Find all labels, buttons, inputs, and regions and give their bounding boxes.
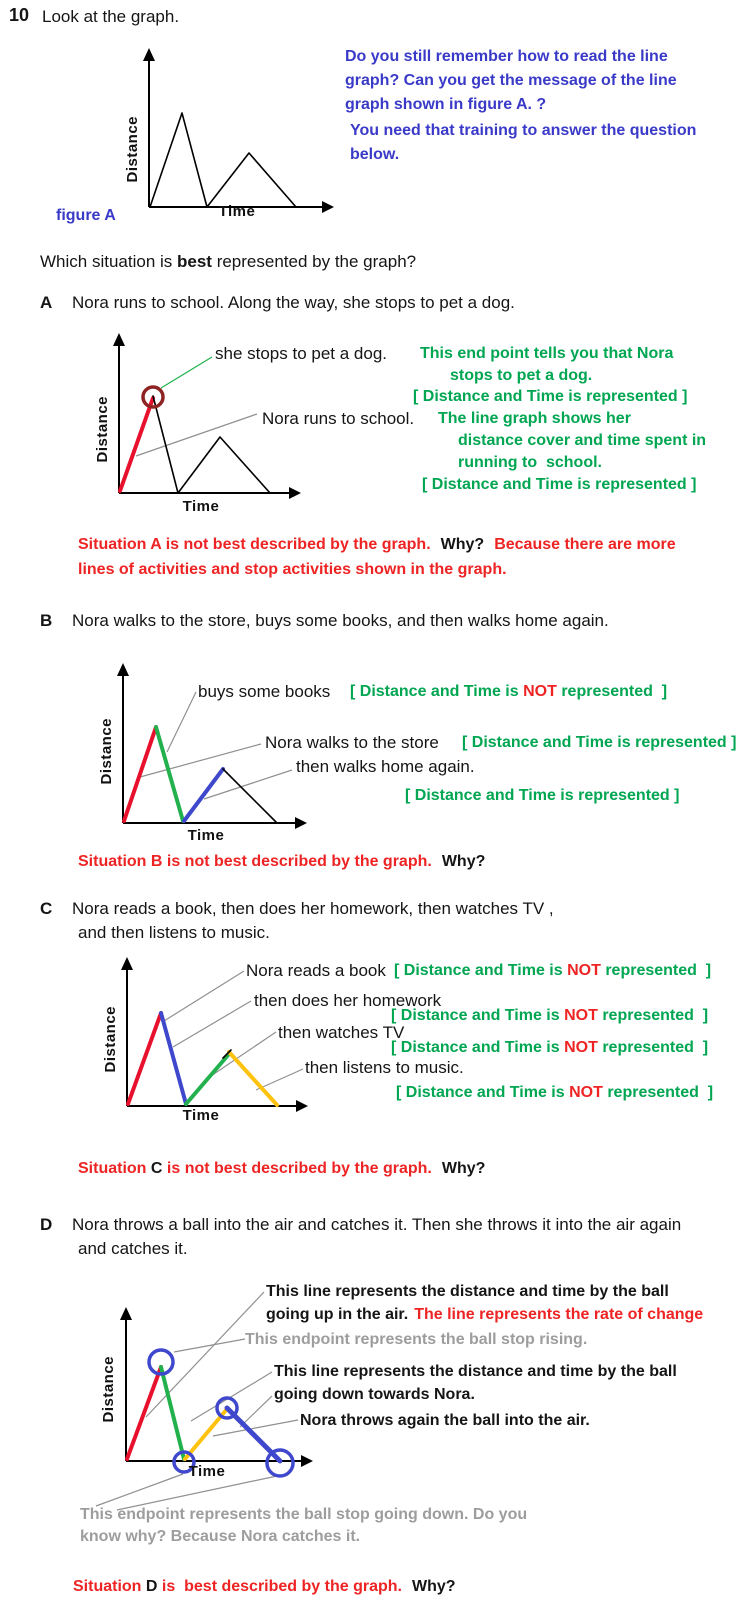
question-post: represented by the graph?: [211, 252, 417, 271]
annotation-run-bracket: [ Distance and Time is represented ]: [422, 476, 697, 493]
annotation-music-bracket: [396, 1084, 713, 1102]
intro-note-line4: You need that training to answer the question: [350, 122, 697, 139]
main-question: [40, 253, 416, 272]
option-b-letter: B: [40, 611, 53, 630]
annotation-music-label: then listens to music.: [305, 1058, 464, 1077]
option-d-statement-2: and catches it.: [78, 1239, 188, 1258]
summary-d-red2: is best described by the graph.: [157, 1578, 402, 1595]
graph-d-xlabel: Time: [188, 1463, 226, 1480]
annotation-stop-note1: This end point tells you that Nora: [420, 345, 674, 362]
intro-note-line2: graph? Can you get the message of the line: [345, 72, 677, 89]
annotation-homework-label: then does her homework: [254, 991, 442, 1010]
annotation-up-line2: [266, 1306, 703, 1324]
summary-d-why: Why?: [411, 1578, 456, 1595]
option-a-letter: A: [40, 293, 53, 312]
summary-c-why: Why?: [441, 1160, 486, 1177]
annotation-stop-bracket: [ Distance and Time is represented ]: [413, 388, 688, 405]
figure-a-ylabel: Distance: [123, 115, 141, 183]
annotation-store-bracket: [ Distance and Time is represented ]: [462, 734, 737, 751]
annotation-store-label: Nora walks to the store: [265, 733, 439, 752]
summary-b-red: Situation B is not best described by the graph.: [78, 853, 432, 870]
option-c-letter: C: [40, 899, 53, 918]
annotation-stop-label: she stops to pet a dog.: [215, 344, 388, 363]
bracket-post: represented ]: [597, 1039, 709, 1056]
option-c-statement-1: Nora reads a book, then does her homework, then watches TV ,: [72, 899, 554, 918]
graph-a-ylabel: Distance: [93, 395, 111, 463]
option-d-letter: D: [40, 1215, 53, 1234]
bracket-not: NOT: [523, 683, 557, 700]
annotation-down-line1: This line represents the distance and time by the ball: [274, 1363, 677, 1380]
bracket-pre: [ Distance and Time is: [396, 1084, 570, 1101]
annotation-endpoint-down-2: know why? Because Nora catches it.: [80, 1528, 361, 1545]
bracket-not: NOT: [564, 1039, 598, 1056]
annotation-endpoint-down-1: This endpoint represents the ball stop going down. Do you: [80, 1506, 528, 1523]
summary-b-line: [78, 853, 485, 871]
summary-d-line: [73, 1578, 456, 1596]
annotation-tv-label: then watches TV: [278, 1023, 405, 1042]
annotation-again-label: Nora throws again the ball into the air.: [300, 1412, 590, 1429]
bracket-pre: [ Distance and Time is: [350, 683, 524, 700]
annotation-run-note2: distance cover and time spent in: [458, 432, 707, 449]
intro-note-line5: below.: [350, 146, 400, 163]
graph-d-ylabel: Distance: [99, 1355, 117, 1423]
annotation-run-note3: running to school.: [458, 454, 602, 471]
graph-b-ylabel: Distance: [97, 717, 115, 785]
bracket-post: represented ]: [597, 1007, 709, 1024]
graph-b-xlabel: Time: [187, 827, 225, 844]
annotation-endpoint-rise: This endpoint represents the ball stop rising.: [245, 1331, 588, 1348]
annotation-run-label: Nora runs to school.: [262, 409, 415, 428]
bracket-not: NOT: [564, 1007, 598, 1024]
annotation-read-bracket: [394, 962, 711, 980]
summary-c-red1: Situation: [78, 1160, 151, 1177]
question-pre: Which situation is: [40, 252, 177, 271]
bracket-post: represented ]: [602, 1084, 714, 1101]
option-c-statement-2: and then listens to music.: [78, 923, 270, 942]
bracket-not: NOT: [569, 1084, 603, 1101]
annotation-stop-note2: stops to pet a dog.: [450, 367, 593, 384]
annotation-down-line2: going down towards Nora.: [274, 1386, 475, 1403]
graph-c-ylabel: Distance: [101, 1005, 119, 1073]
annotation-tv-bracket: [391, 1039, 708, 1057]
summary-d-letter: D: [145, 1578, 158, 1595]
annotation-home-bracket: [ Distance and Time is represented ]: [405, 787, 680, 804]
summary-c-letter: C: [150, 1160, 163, 1177]
option-d-statement-1: Nora throws a ball into the air and catches it. Then she throws it into the air again: [72, 1215, 682, 1234]
summary-b-why: Why?: [441, 853, 486, 870]
annotation-up-text: going up in the air.: [266, 1306, 409, 1323]
figure-a-xlabel: Time: [218, 203, 256, 220]
summary-a-red2: Because there are more: [494, 536, 676, 553]
option-a-statement: Nora runs to school. Along the way, she stops to pet a dog.: [72, 293, 515, 312]
bracket-not: NOT: [567, 962, 601, 979]
annotation-buys-bracket: [350, 683, 667, 701]
annotation-buys-label: buys some books: [198, 682, 331, 701]
bracket-pre: [ Distance and Time is: [394, 962, 568, 979]
annotation-read-label: Nora reads a book: [246, 961, 386, 980]
summary-c-red2: is not best described by the graph.: [162, 1160, 432, 1177]
page-title: Look at the graph.: [42, 7, 180, 26]
question-number: 10: [9, 5, 30, 25]
summary-c-line: [78, 1160, 485, 1178]
bracket-post: represented ]: [600, 962, 712, 979]
annotation-rate-text: The line represents the rate of change: [414, 1306, 704, 1323]
summary-a-line1: [78, 536, 676, 554]
bracket-pre: [ Distance and Time is: [391, 1007, 565, 1024]
summary-a-line2: lines of activities and stop activities shown in the graph.: [78, 561, 507, 578]
annotation-home-label: then walks home again.: [296, 757, 475, 776]
annotation-up-line1: This line represents the distance and time by the ball: [266, 1283, 669, 1300]
intro-note-line1: Do you still remember how to read the line: [345, 48, 668, 65]
intro-note-line3: graph shown in figure A. ?: [345, 96, 547, 113]
summary-a-red1: Situation A is not best described by the graph.: [78, 536, 431, 553]
annotation-homework-bracket: [391, 1007, 708, 1025]
question-emph: best: [177, 252, 212, 271]
summary-d-red1: Situation: [73, 1578, 146, 1595]
graph-c-xlabel: Time: [182, 1107, 220, 1124]
option-b-statement: Nora walks to the store, buys some books, and then walks home again.: [72, 611, 609, 630]
figure-a-caption: figure A: [56, 207, 116, 224]
summary-a-why: Why?: [440, 536, 485, 553]
graph-a-xlabel: Time: [182, 498, 220, 515]
bracket-post: represented ]: [556, 683, 668, 700]
annotation-run-note1: The line graph shows her: [438, 410, 631, 427]
bracket-pre: [ Distance and Time is: [391, 1039, 565, 1056]
